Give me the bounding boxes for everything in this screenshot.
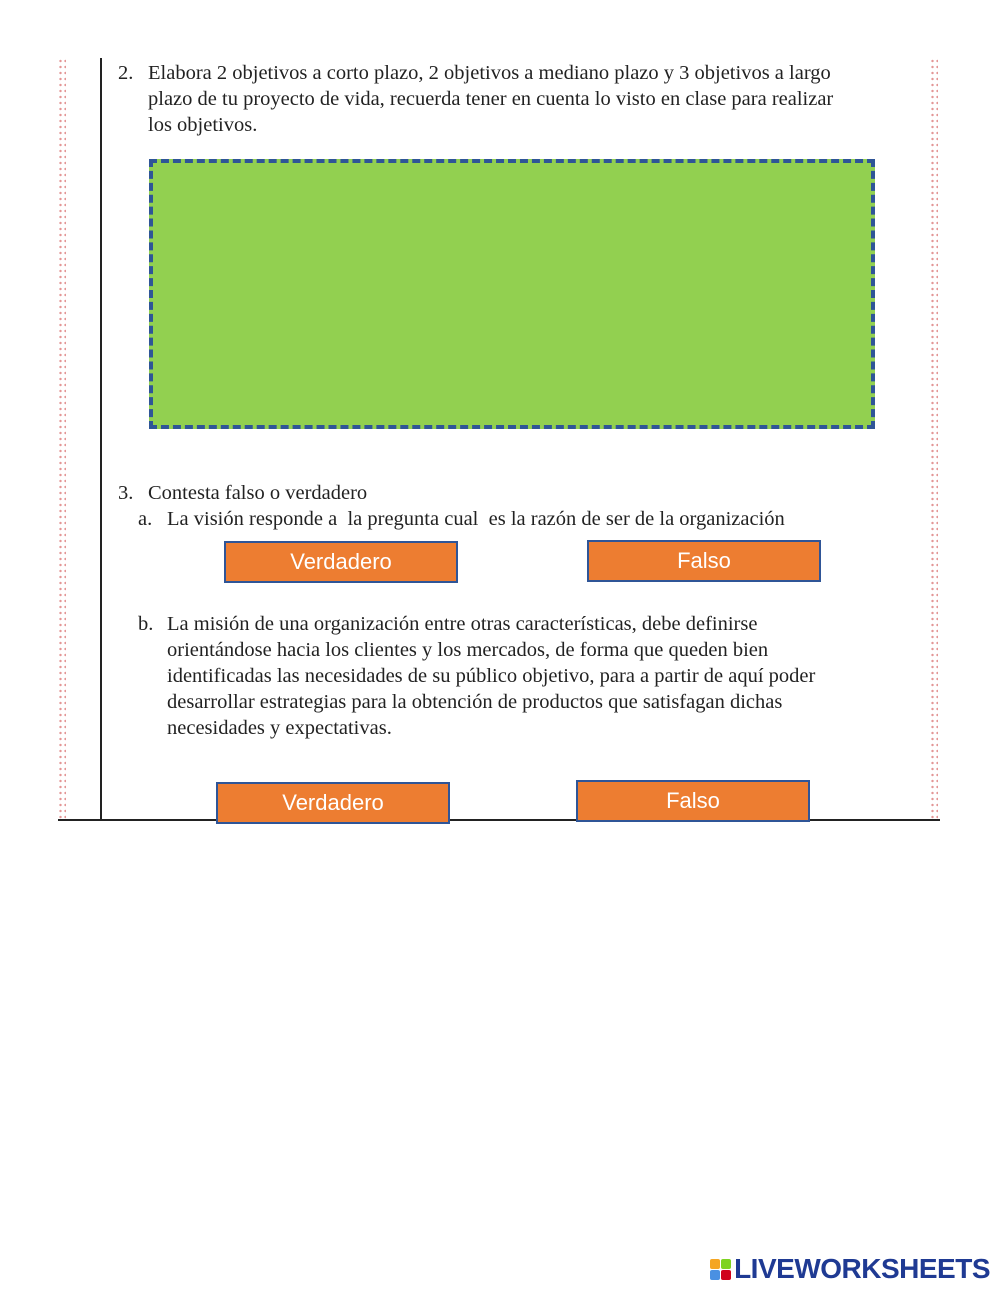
q2-line-1: Elabora 2 objetivos a corto plazo, 2 objetivos a mediano plazo y 3 objetivos a largo — [148, 62, 831, 84]
logo-text: LIVEWORKSHEETS — [734, 1253, 990, 1284]
q3b-letter: b. — [138, 613, 154, 635]
q3a-letter: a. — [138, 508, 153, 530]
q3-number: 3. — [118, 482, 134, 504]
q2-line-3: los objetivos. — [148, 114, 258, 136]
liveworksheets-logo-icon — [710, 1259, 731, 1280]
q3b-line-1: La misión de una organización entre otras características, debe definirse — [167, 613, 758, 635]
left-margin-decoration — [58, 58, 66, 820]
q3b-line-5: necesidades y expectativas. — [167, 717, 392, 739]
right-margin-decoration — [930, 58, 938, 820]
q3a-text: La visión responde a la pregunta cual es la razón de ser de la organización — [167, 508, 785, 530]
vertical-rule — [100, 58, 102, 821]
q3-title: Contesta falso o verdadero — [148, 482, 368, 504]
q3b-true-button[interactable]: Verdadero — [216, 782, 450, 824]
objectives-answer-box[interactable] — [149, 159, 875, 429]
q3b-line-2: orientándose hacia los clientes y los mercados, de forma que queden bien — [167, 639, 769, 661]
q2-number: 2. — [118, 62, 134, 84]
q3a-false-button[interactable]: Falso — [587, 540, 821, 582]
q3b-false-button[interactable]: Falso — [576, 780, 810, 822]
q3b-line-3: identificadas las necesidades de su público objetivo, para a partir de aquí poder — [167, 665, 816, 687]
q3b-line-4: desarrollar estrategias para la obtención de productos que satisfagan dichas — [167, 691, 783, 713]
q3a-true-button[interactable]: Verdadero — [224, 541, 458, 583]
q2-line-2: plazo de tu proyecto de vida, recuerda tener en cuenta lo visto en clase para realizar — [148, 88, 834, 110]
liveworksheets-logo — [710, 1253, 990, 1285]
